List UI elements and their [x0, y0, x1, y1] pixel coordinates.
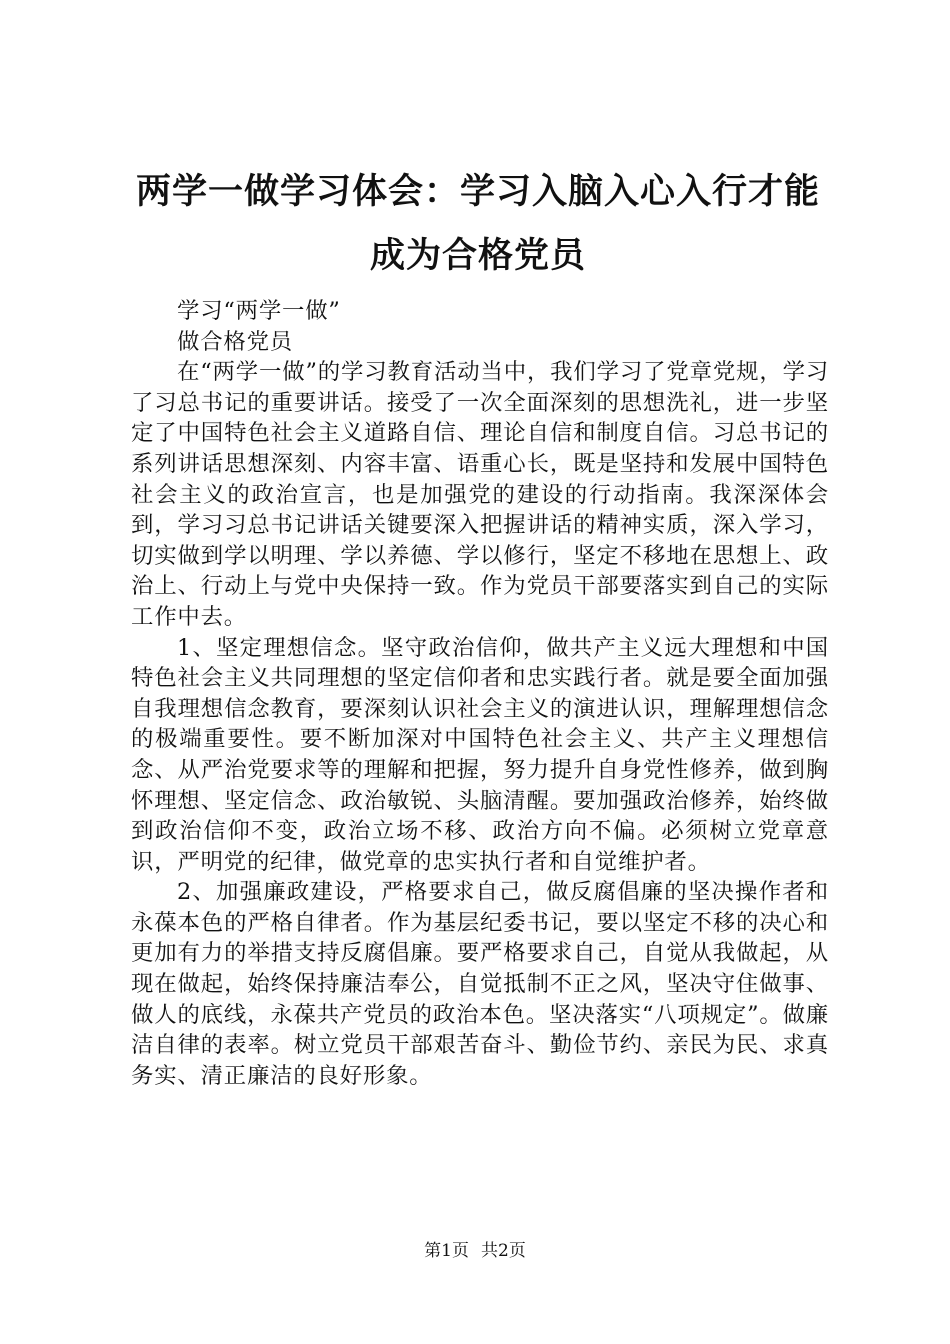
paragraph-heading-1: 学习“两学一做”	[177, 298, 341, 324]
page-number: 第1页	[424, 1241, 469, 1261]
document-title: 两学一做学习体会：学习入脑入心入行才能成为合格党员	[135, 172, 820, 276]
paragraph-point-1: 1、坚定理想信念。坚守政治信仰，做共产主义远大理想和中国特色社会主义共同理想的坚定信仰者和忠实践行者。就是要全面加强自我理想信念教育，要深刻认识社会主义的演进认识，理解理想信念的极端重要性。要不断加深对中国特色社会主义、共产主义理想信念、从严治党要求等的理解和把握，努力提升自身党性修养，做到胸怀理想、坚定信念、政治敏锐、头脑清醒。要加强政治修养，始终做到政治信仰不变，政治立场不移、政治方向不偏。必须树立党章意识，严明党的纪律，做党章的忠实执行者和自觉维护者。	[131, 634, 829, 875]
page-total: 共2页	[481, 1241, 526, 1261]
paragraph-point-2: 2、加强廉政建设，严格要求自己，做反腐倡廉的坚决操作者和永葆本色的严格自律者。作为基层纪委书记，要以坚定不移的决心和更加有力的举措支持反腐倡廉。要严格要求自己，自觉从我做起，从现在做起，始终保持廉洁奉公，自觉抵制不正之风，坚决守住做事、做人的底线，永葆共产党员的政治本色。坚决落实“八项规定”。做廉洁自律的表率。树立党员干部艰苦奋斗、勤俭节约、亲民为民、求真务实、清正廉洁的良好形象。	[131, 879, 829, 1089]
paragraph-intro: 在“两学一做”的学习教育活动当中，我们学习了党章党规，学习了习总书记的重要讲话。接受了一次全面深刻的思想洗礼，进一步坚定了中国特色社会主义道路自信、理论自信和制度自信。习总书记的系列讲话思想深刻、内容丰富、语重心长，既是坚持和发展中国特色社会主义的政治宣言，也是加强党的建设的行动指南。我深深体会到，学习习总书记讲话关键要深入把握讲话的精神实质，深入学习，切实做到学以明理、学以养德、学以修行，坚定不移地在思想上、政治上、行动上与党中央保持一致。作为党员干部要落实到自己的实际工作中去。	[131, 359, 829, 630]
paragraph-heading-2: 做合格党员	[177, 328, 293, 355]
page-footer	[0, 1240, 950, 1262]
document-body	[131, 296, 829, 1091]
